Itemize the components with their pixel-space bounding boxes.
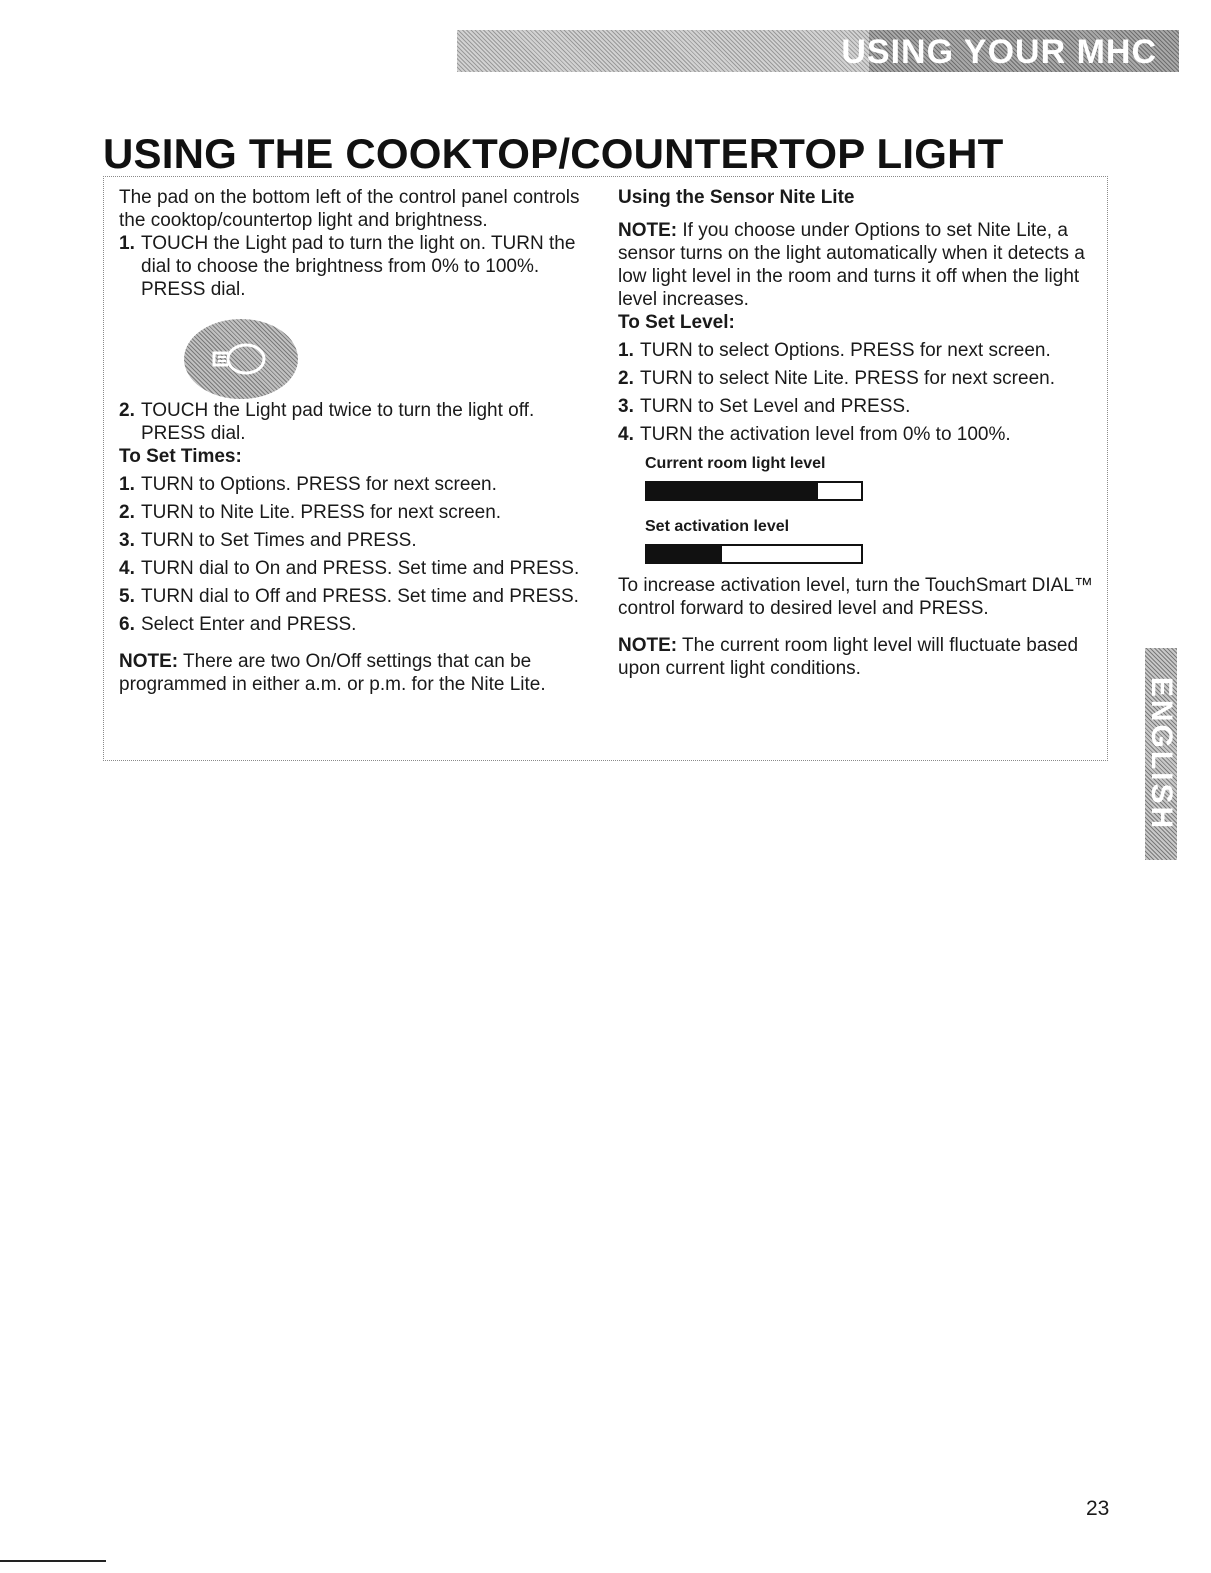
sensor-note [618,219,1103,311]
light-step-2 [119,399,594,445]
step-text: TURN to select Options. PRESS for next screen. [640,340,1051,361]
light-step-1 [119,232,594,301]
increase-activation-text: To increase activation level, turn the TouchSmart DIAL™ control forward to desired level and PRESS. [618,575,1093,619]
step-number: 3. [119,530,135,551]
step-text: Select Enter and PRESS. [141,614,357,635]
nite-lite-note [119,650,594,696]
language-label: ENGLISH [1145,676,1178,832]
note-label: NOTE: [618,635,678,656]
step-text: TURN to select Nite Lite. PRESS for next screen. [640,368,1055,389]
times-step [119,501,594,524]
activation-level-bar [645,544,863,564]
step-number: 4. [119,558,135,579]
step-number: 1. [119,474,135,495]
step-text: TOUCH the Light pad to turn the light on. TURN the dial to choose the brightness from 0% to 100%. PRESS dial. [141,233,576,300]
footer-rule [0,1560,106,1562]
section-header-title: USING YOUR MHC [841,33,1157,71]
times-step [119,585,594,608]
times-step [119,473,594,496]
current-level-fill [647,483,818,499]
step-text: TURN dial to On and PRESS. Set time and PRESS. [141,558,580,579]
section-header-band [457,30,1179,72]
note-text: The current room light level will fluctuate based upon current light conditions. [618,635,1079,679]
set-times-heading: To Set Times: [119,446,242,467]
note-label: NOTE: [119,651,179,672]
note-label: NOTE: [618,220,678,241]
activation-level-fill [647,546,722,562]
step-number: 1. [618,340,634,361]
current-level-bar [645,481,863,501]
note-text: If you choose under Options to set Nite Lite, a sensor turns on the light automatically when it detects a low light level in the room and turns it off when the light level increases. [618,220,1085,310]
light-bulb-icon [206,335,276,383]
step-text: TURN to Nite Lite. PRESS for next screen. [141,502,502,523]
right-column [618,186,1103,680]
level-step [618,395,1103,418]
step-number: 3. [618,396,634,417]
set-level-heading: To Set Level: [618,312,735,333]
left-column [119,186,594,696]
fluctuation-note [618,634,1103,680]
current-level-label: Current room light level [645,455,826,472]
level-step [618,423,1103,446]
times-step [119,529,594,552]
note-text: There are two On/Off settings that can be programmed in either a.m. or p.m. for the Nite Lite. [119,651,546,695]
level-step [618,339,1103,362]
times-step [119,557,594,580]
step-text: TOUCH the Light pad twice to turn the light off. PRESS dial. [141,400,535,444]
page-title: USING THE COOKTOP/COUNTERTOP LIGHT [103,130,1004,177]
step-text: TURN to Set Level and PRESS. [640,396,911,417]
step-number: 2. [618,368,634,389]
step-text: TURN to Set Times and PRESS. [141,530,417,551]
step-number: 6. [119,614,135,635]
step-number: 5. [119,586,135,607]
language-side-tab [1145,648,1177,860]
light-pad-icon [184,319,298,399]
page-number: 23 [1086,1497,1110,1520]
step-text: TURN dial to Off and PRESS. Set time and PRESS. [141,586,579,607]
step-number: 4. [618,424,634,445]
step-number: 2. [119,502,135,523]
level-step [618,367,1103,390]
step-text: TURN to Options. PRESS for next screen. [141,474,497,495]
sensor-nite-lite-heading: Using the Sensor Nite Lite [618,187,855,208]
activation-level-label: Set activation level [645,518,790,535]
times-step [119,613,594,636]
step-number: 1. [119,233,135,254]
step-text: TURN the activation level from 0% to 100%. [640,424,1011,445]
step-number: 2. [119,400,135,421]
intro-text: The pad on the bottom left of the control panel controls the cooktop/countertop light and brightness. [119,187,580,231]
